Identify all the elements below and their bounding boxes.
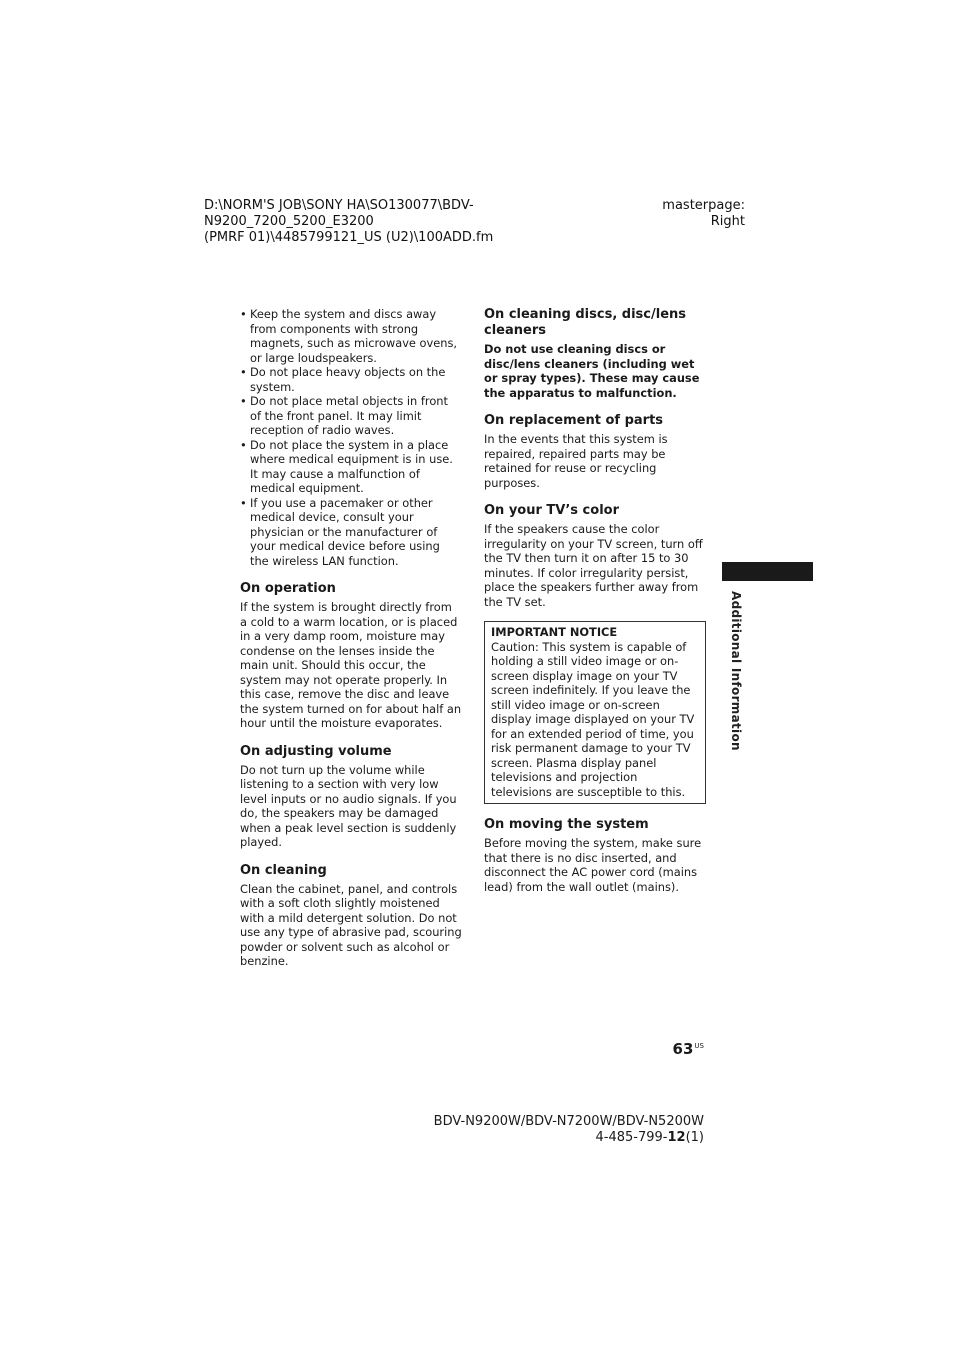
file-path-line-2: (PMRF 01)\4485799121_US (U2)\100ADD.fm xyxy=(204,230,494,245)
section-body: If the speakers cause the color irregularity on your TV screen, turn off the TV then turn it on after 15 to 30 minutes. If color irregularity persist, place the speakers further away from the TV set. xyxy=(484,522,703,609)
section-heading: On your TV’s color xyxy=(484,503,619,518)
section-replacement-of-parts xyxy=(484,413,706,490)
notice-title: IMPORTANT NOTICE xyxy=(491,625,618,639)
important-notice-box xyxy=(484,621,706,804)
section-operation xyxy=(240,581,462,731)
page-number xyxy=(640,1040,704,1058)
masterpage-label: masterpage: xyxy=(662,198,745,213)
section-body: Do not use cleaning discs or disc/lens cleaners (including wet or spray types). These may cause the apparatus to malfunction. xyxy=(484,342,700,400)
file-path-header xyxy=(204,198,634,246)
list-item: • Do not place the system in a place where medical equipment is in use. It may cause a malfunction of medical equipment. xyxy=(240,438,462,496)
section-adjusting-volume xyxy=(240,744,462,850)
notice-body: Caution: This system is capable of holding a still video image or on-screen display image on your TV screen indefinitely. If you leave the still video image or on-screen display image displayed on your TV for an extended period of time, you risk permanent damage to your TV screen. Plasma display panel televisions and projection televisions are susceptible to this. xyxy=(491,639,695,799)
section-heading: On cleaning discs, disc/lens cleaners xyxy=(484,307,687,338)
footer-code-prefix: 4-485-799- xyxy=(595,1130,668,1145)
section-body: In the events that this system is repaired, repaired parts may be retained for reuse or recycling purposes. xyxy=(484,432,668,490)
section-tab-marker xyxy=(722,562,813,581)
section-heading: On replacement of parts xyxy=(484,413,664,428)
list-item: • If you use a pacemaker or other medical device, consult your physician or the manufacturer of your medical device before using the wireless LAN function. xyxy=(240,496,462,569)
side-tab-label: Additional Information xyxy=(729,591,743,751)
masterpage-header xyxy=(640,198,745,230)
list-item: • Do not place heavy objects on the system. xyxy=(240,365,462,394)
section-heading: On cleaning xyxy=(240,862,327,878)
section-heading: On operation xyxy=(240,581,336,596)
footer-code xyxy=(420,1130,704,1146)
page-number-value: 63 xyxy=(672,1040,694,1058)
left-column xyxy=(240,307,462,969)
page-number-suffix: US xyxy=(694,1042,704,1050)
section-body: Clean the cabinet, panel, and controls with a soft cloth slightly moistened with a mild detergent solution. Do not use any type of abrasive pad, scouring powder or solvent such as alcohol or benzine. xyxy=(240,881,462,968)
section-moving-system xyxy=(484,817,706,894)
list-item: • Do not place metal objects in front of the front panel. It may limit reception of radio waves. xyxy=(240,394,462,438)
section-cleaning-discs xyxy=(484,307,706,400)
section-body: Before moving the system, make sure that there is no disc inserted, and disconnect the AC power cord (mains lead) from the wall outlet (mains). xyxy=(484,836,702,894)
section-heading: On moving the system xyxy=(484,817,649,832)
precautions-list xyxy=(240,307,462,568)
section-heading: On adjusting volume xyxy=(240,743,392,759)
right-column xyxy=(484,307,706,894)
section-cleaning xyxy=(240,863,462,969)
footer-code-bold: 12 xyxy=(667,1130,686,1145)
list-item: • Keep the system and discs away from components with strong magnets, such as microwave ovens, or large loudspeakers. xyxy=(240,307,462,365)
section-body: If the system is brought directly from a cold to a warm location, or is placed in a very damp room, moisture may condense on the lenses inside the main unit. Should this occur, the system may not operate properly. In this case, remove the disc and leave the system turned on for about half an hour until the moisture evaporates. xyxy=(240,600,462,730)
section-tv-color xyxy=(484,503,706,609)
footer-models: BDV-N9200W/BDV-N7200W/BDV-N5200W xyxy=(433,1114,704,1129)
section-body: Do not turn up the volume while listening to a section with very low level inputs or no audio signals. If you do, the speakers may be damaged when a peak level section is suddenly played. xyxy=(240,762,457,849)
masterpage-value: Right xyxy=(710,214,745,229)
footer-code-suffix: (1) xyxy=(685,1130,704,1145)
file-path-line-1: D:\NORM'S JOB\SONY HA\SO130077\BDV-N9200_7200_5200_E3200 xyxy=(204,198,474,229)
